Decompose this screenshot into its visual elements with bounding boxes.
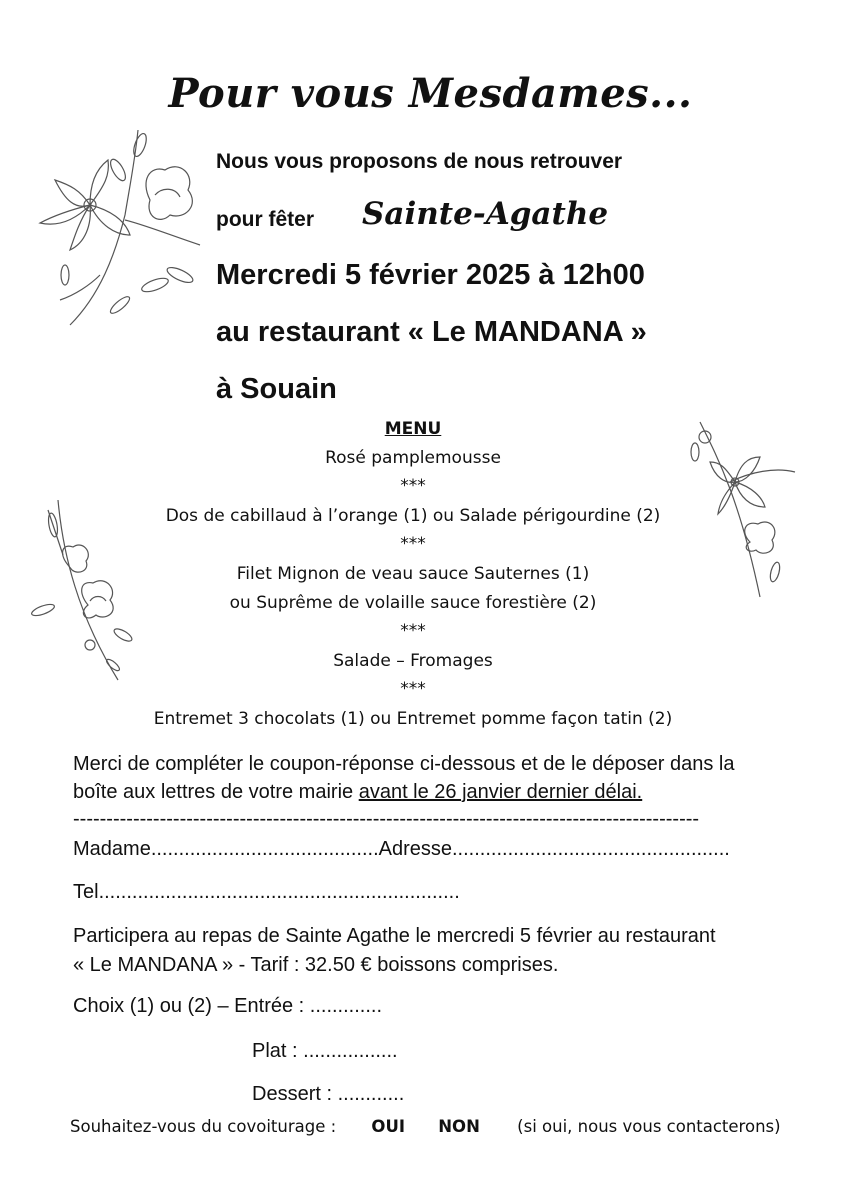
menu-separator: *** (400, 534, 426, 554)
menu-line: Salade – Fromages (333, 651, 493, 671)
instructions-line-1: Merci de compléter le coupon-réponse ci-dessous et de le déposer dans la (73, 753, 735, 775)
event-restaurant: au restaurant « Le MANDANA » (216, 316, 647, 348)
instructions-text: boîte aux lettres de votre mairie (73, 781, 359, 803)
menu-line: Entremet 3 chocolats (1) ou Entremet pomme façon tatin (2) (153, 709, 673, 729)
menu-line: Dos de cabillaud à l’orange (1) ou Salade périgourdine (2) (165, 506, 661, 526)
page-title: Pour vous Mesdames... (168, 70, 693, 117)
intro-line-2: pour fêter (216, 208, 315, 231)
tel-field: Tel................................................................. (73, 881, 460, 903)
carpool-no-option: NON (438, 1117, 480, 1136)
event-location: à Souain (216, 373, 337, 405)
saint-name: Sainte-Agathe (362, 196, 609, 232)
flower-illustration-top-left (30, 125, 210, 340)
participation-line-2: « Le MANDANA » - Tarif : 32.50 € boissons comprises. (73, 954, 559, 976)
carpool-note: (si oui, nous vous contacterons) (517, 1117, 781, 1136)
instructions-line-2 (73, 781, 642, 804)
choice-dessert-field: Dessert : ............ (252, 1083, 405, 1105)
carpool-question-row (70, 1117, 781, 1136)
menu-line: Rosé pamplemousse (325, 448, 501, 468)
madame-address-field: Madame.........................................Adresse.................................................. (73, 838, 730, 860)
event-date: Mercredi 5 février 2025 à 12h00 (216, 259, 645, 291)
choice-plat-field: Plat : ................. (252, 1040, 398, 1062)
intro-line-1: Nous vous proposons de nous retrouver (216, 150, 623, 173)
carpool-question: Souhaitez-vous du covoiturage : (70, 1117, 337, 1136)
cut-line-separator: ---------------------------------------------------------------------------------------------- (73, 808, 700, 830)
menu-line: Filet Mignon de veau sauce Sauternes (1) (236, 564, 590, 584)
choice-entree-field: Choix (1) ou (2) – Entrée : ............. (73, 995, 383, 1017)
deadline-text: avant le 26 janvier dernier délai. (358, 781, 643, 803)
carpool-yes-option: OUI (371, 1117, 405, 1136)
participation-line-1: Participera au repas de Sainte Agathe le mercredi 5 février au restaurant (73, 925, 716, 947)
menu-line: ou Suprême de volaille sauce forestière (2) (229, 593, 597, 613)
menu-heading: MENU (384, 419, 442, 439)
menu-separator: *** (400, 679, 426, 699)
menu-separator: *** (400, 621, 426, 641)
menu-separator: *** (400, 476, 426, 496)
